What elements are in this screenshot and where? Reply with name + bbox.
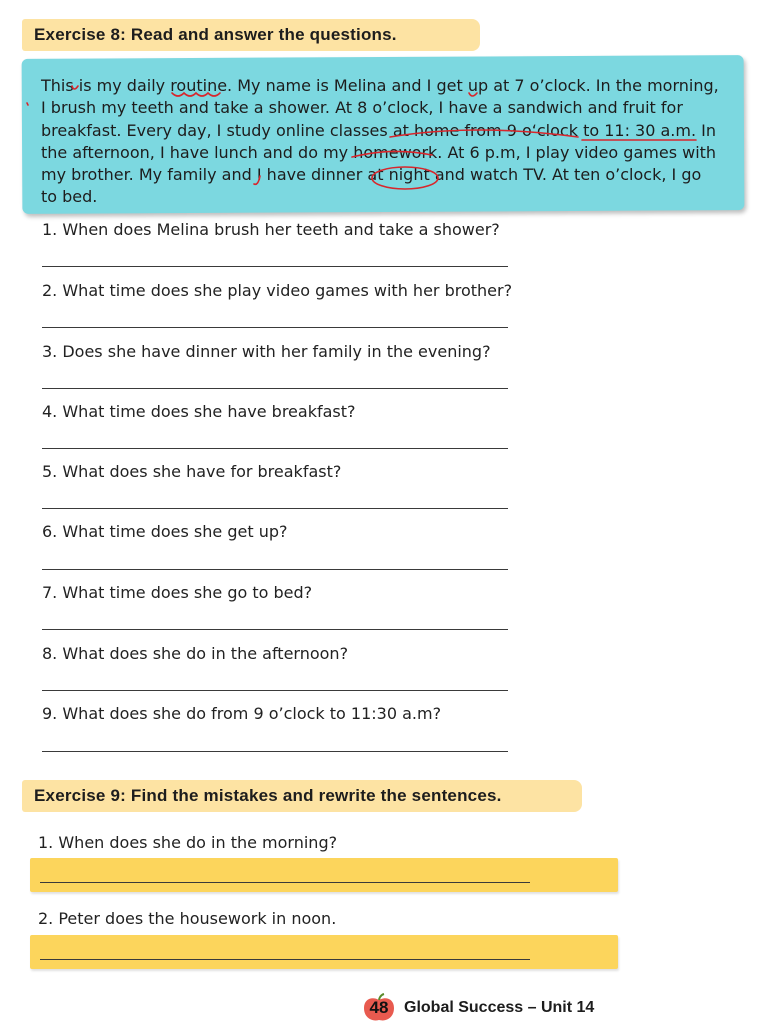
exercise-8-header: Exercise 8: Read and answer the questions. bbox=[22, 19, 480, 51]
answer-line[interactable] bbox=[42, 266, 508, 267]
question-7: 7. What time does she go to bed? bbox=[42, 583, 313, 602]
question-6: 6. What time does she get up? bbox=[42, 522, 288, 541]
answer-line[interactable] bbox=[42, 327, 508, 328]
question-5: 5. What does she have for breakfast? bbox=[42, 462, 342, 481]
exercise-9-sentence-1: 1. When does she do in the morning? bbox=[38, 833, 338, 852]
answer-line[interactable] bbox=[42, 388, 508, 389]
reading-passage bbox=[41, 75, 731, 209]
passage-line: the afternoon, I have lunch and do my homework. At 6 p.m, I play video games with bbox=[41, 142, 717, 162]
passage-line: my brother. My family and I have dinner at night and watch TV. At ten o’clock, I go bbox=[41, 165, 702, 185]
passage-line: breakfast. Every day, I study online classes at home from 9 o‘clock to 11: 30 a.m. In bbox=[41, 120, 716, 140]
question-8: 8. What does she do in the afternoon? bbox=[42, 644, 349, 663]
question-9: 9. What does she do from 9 o’clock to 11:30 a.m? bbox=[42, 704, 442, 723]
passage-line: to bed. bbox=[41, 187, 98, 207]
question-2: 2. What time does she play video games with her brother? bbox=[42, 281, 513, 300]
answer-line[interactable] bbox=[40, 959, 530, 960]
answer-line[interactable] bbox=[42, 629, 508, 630]
exercise-9-sentence-2: 2. Peter does the housework in noon. bbox=[38, 909, 337, 928]
passage-line: I brush my teeth and take a shower. At 8 o’clock, I have a sandwich and fruit for bbox=[41, 98, 683, 118]
answer-line[interactable] bbox=[42, 448, 508, 449]
page-number: 48 bbox=[369, 998, 389, 1017]
passage-line: This is my daily routine. My name is Melina and I get up at 7 o’clock. In the morning, bbox=[41, 76, 719, 95]
question-1: 1. When does Melina brush her teeth and take a shower? bbox=[42, 220, 500, 239]
page-badge bbox=[362, 993, 396, 1023]
answer-highlight-1 bbox=[30, 858, 618, 892]
answer-line[interactable] bbox=[42, 508, 508, 509]
answer-line[interactable] bbox=[42, 569, 508, 570]
footer-title: Global Success – Unit 14 bbox=[404, 999, 595, 1016]
answer-line[interactable] bbox=[42, 690, 508, 691]
answer-line[interactable] bbox=[40, 882, 530, 883]
answer-highlight-2 bbox=[30, 935, 618, 969]
question-4: 4. What time does she have breakfast? bbox=[42, 402, 356, 421]
exercise-9-header: Exercise 9: Find the mistakes and rewrite the sentences. bbox=[22, 780, 582, 812]
question-3: 3. Does she have dinner with her family in the evening? bbox=[42, 342, 491, 361]
page-footer bbox=[362, 992, 594, 1024]
answer-line[interactable] bbox=[42, 751, 508, 752]
